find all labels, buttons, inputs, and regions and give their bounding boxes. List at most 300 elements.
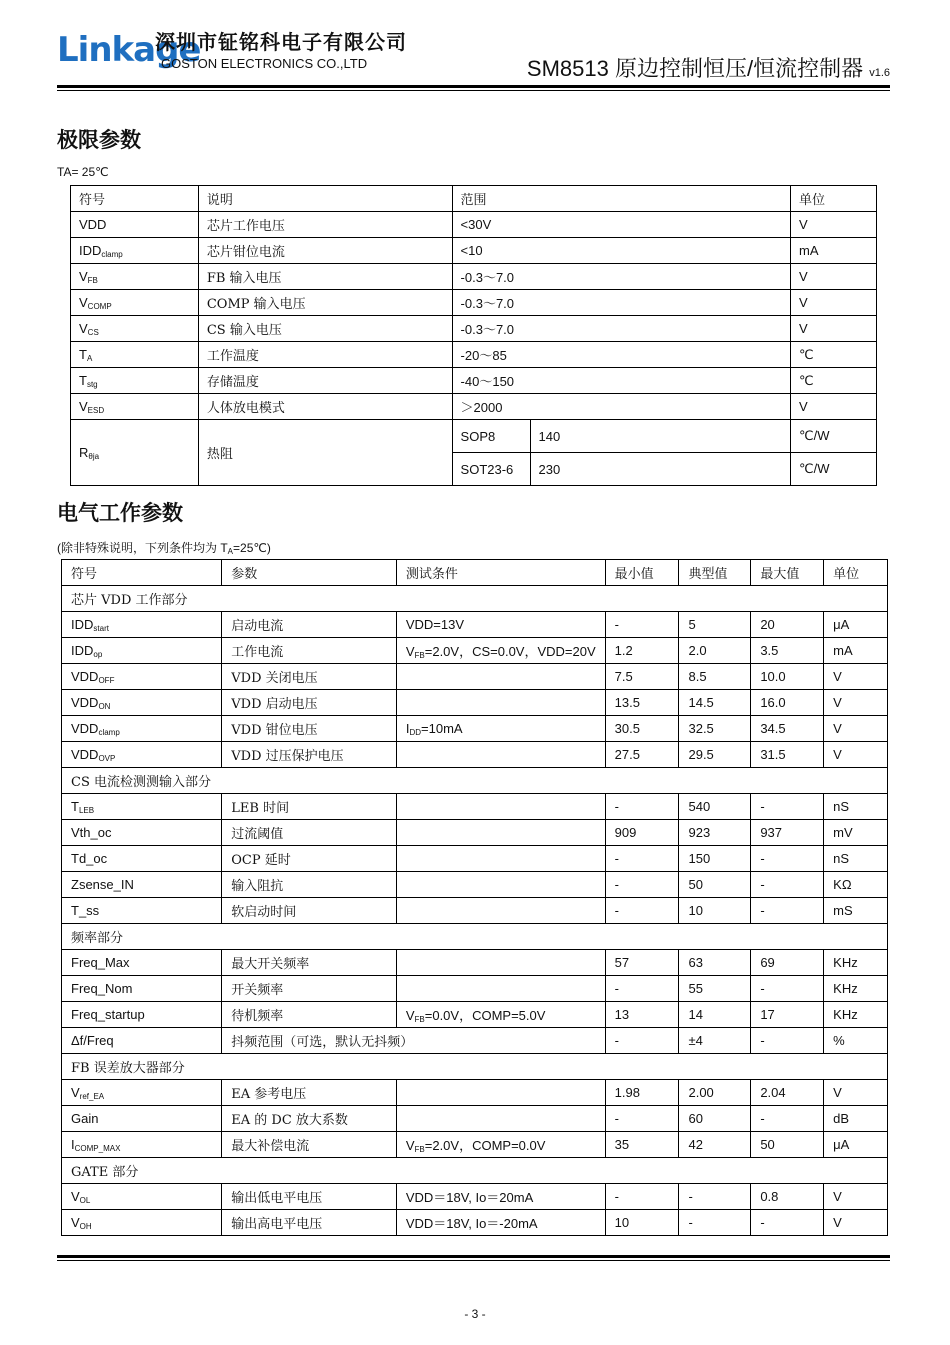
elec-row xyxy=(62,1106,888,1132)
elec-max: 16.0 xyxy=(751,690,824,716)
elec-symbol-main: VDD xyxy=(71,746,99,762)
elec-param: VDD 钳位电压 xyxy=(222,716,397,742)
elec-param: 开关频率 xyxy=(222,976,397,1002)
abs-max-range: 140 xyxy=(530,420,791,453)
elec-unit: V xyxy=(824,1080,888,1106)
elec-typ: 2.0 xyxy=(679,638,751,664)
abs-max-unit: ℃ xyxy=(791,342,877,368)
elec-min: - xyxy=(605,1184,679,1210)
elec-max: 0.8 xyxy=(751,1184,824,1210)
elec-condition xyxy=(396,612,605,638)
elec-typ: 923 xyxy=(679,820,751,846)
elec-condition xyxy=(396,1106,605,1132)
elec-symbol-main: Gain xyxy=(71,1110,99,1126)
elec-section-title: GATE 部分 xyxy=(62,1158,888,1184)
elec-symbol-main: VDD xyxy=(71,720,99,736)
abs-max-unit: V xyxy=(791,394,877,420)
abs-max-row xyxy=(71,290,877,316)
abs-max-symbol-sub: ESD xyxy=(87,405,105,415)
elec-symbol xyxy=(62,794,222,820)
abs-max-symbol-sub: clamp xyxy=(101,249,123,259)
elec-min: - xyxy=(605,1028,679,1054)
elec-section-title: CS 电流检测测输入部分 xyxy=(62,768,888,794)
abs-max-symbol xyxy=(71,368,199,394)
abs-max-table xyxy=(70,185,877,486)
elec-symbol xyxy=(62,638,222,664)
elec-symbol-main: Td_oc xyxy=(71,850,108,866)
elec-symbol xyxy=(62,1132,222,1158)
footer-rule-thick xyxy=(57,1255,890,1258)
elec-symbol-main: Freq_Max xyxy=(71,954,130,970)
abs-max-symbol-sub: FB xyxy=(87,275,98,285)
abs-max-symbol xyxy=(71,212,199,238)
elec-unit: V xyxy=(824,742,888,768)
elec-typ: 14 xyxy=(679,1002,751,1028)
elec-param: VDD 启动电压 xyxy=(222,690,397,716)
elec-param: 启动电流 xyxy=(222,612,397,638)
elec-max: - xyxy=(751,872,824,898)
elec-row xyxy=(62,690,888,716)
elec-min: - xyxy=(605,872,679,898)
elec-row xyxy=(62,1080,888,1106)
elec-condition-main: V xyxy=(405,644,415,659)
elec-condition-post: =0.0V，COMP=5.0V xyxy=(424,1008,546,1023)
elec-max: - xyxy=(751,794,824,820)
elec-symbol-main: Zsense_IN xyxy=(71,876,134,892)
elec-unit: KHz xyxy=(824,1002,888,1028)
elec-condition-pre: (除非特殊说明，下列条件均为 T xyxy=(57,541,228,555)
elec-section-row xyxy=(62,924,888,950)
elec-row xyxy=(62,846,888,872)
abs-max-desc: 芯片工作电压 xyxy=(198,212,452,238)
abs-max-symbol xyxy=(71,316,199,342)
abs-max-unit: V xyxy=(791,290,877,316)
abs-max-package: SOP8 xyxy=(452,420,530,453)
elec-symbol xyxy=(62,1106,222,1132)
elec-row xyxy=(62,872,888,898)
elec-symbol-main: IDD xyxy=(71,616,94,632)
abs-max-range: -40～150 xyxy=(452,368,791,394)
elec-typ: 29.5 xyxy=(679,742,751,768)
elec-condition-main: VDD＝18V, Io＝-20mA xyxy=(405,1216,538,1231)
elec-unit: V xyxy=(824,690,888,716)
elec-min: 10 xyxy=(605,1210,679,1236)
elec-typ: - xyxy=(679,1210,751,1236)
elec-unit: KHz xyxy=(824,950,888,976)
abs-max-range: -0.3～7.0 xyxy=(452,264,791,290)
elec-max: - xyxy=(751,846,824,872)
elec-typ: 10 xyxy=(679,898,751,924)
elec-unit: KHz xyxy=(824,976,888,1002)
elec-condition xyxy=(396,1132,605,1158)
abs-max-range: <30V xyxy=(452,212,791,238)
elec-condition-main: I xyxy=(405,720,410,736)
elec-symbol-main: I xyxy=(71,1136,75,1152)
elec-max: 20 xyxy=(751,612,824,638)
abs-max-symbol-main: R xyxy=(79,444,89,460)
abs-max-range: ＞2000 xyxy=(452,394,791,420)
elec-min: 13.5 xyxy=(605,690,679,716)
elec-condition-post: =2.0V，COMP=0.0V xyxy=(424,1138,546,1153)
elec-symbol-main: Freq_Nom xyxy=(71,980,133,996)
elec-typ: - xyxy=(679,1184,751,1210)
abs-max-symbol-main: V xyxy=(79,320,88,336)
elec-section-row xyxy=(62,586,888,612)
elec-row xyxy=(62,638,888,664)
elec-max: 937 xyxy=(751,820,824,846)
abs-max-symbol-main: V xyxy=(79,398,88,414)
elec-typ: 150 xyxy=(679,846,751,872)
abs-max-header-row xyxy=(71,186,877,212)
elec-min: 57 xyxy=(605,950,679,976)
abs-max-desc: 芯片钳位电流 xyxy=(198,238,452,264)
elec-condition xyxy=(396,820,605,846)
elec-symbol-main: T xyxy=(71,798,79,814)
elec-condition-sub: DD xyxy=(409,727,422,737)
elec-min: - xyxy=(605,976,679,1002)
elec-condition-sub: FB xyxy=(414,651,425,660)
abs-max-symbol-main: V xyxy=(79,268,88,284)
elec-symbol-main: V xyxy=(71,1084,80,1100)
elec-param: 待机频率 xyxy=(222,1002,397,1028)
abs-max-row xyxy=(71,342,877,368)
elec-condition-sub: FB xyxy=(414,1015,425,1024)
elec-unit: nS xyxy=(824,846,888,872)
elec-symbol-main: VDD xyxy=(71,668,99,684)
elec-row xyxy=(62,794,888,820)
elec-row xyxy=(62,664,888,690)
elec-row xyxy=(62,1132,888,1158)
elec-symbol xyxy=(62,950,222,976)
abs-max-title: 极限参数 xyxy=(57,128,141,152)
elec-row xyxy=(62,612,888,638)
abs-max-symbol-sub: A xyxy=(86,353,93,363)
elec-symbol xyxy=(62,1028,222,1054)
abs-max-header-symbol: 符号 xyxy=(71,186,199,212)
elec-symbol xyxy=(62,664,222,690)
elec-condition xyxy=(396,690,605,716)
elec-condition xyxy=(396,664,605,690)
elec-condition xyxy=(396,1002,605,1028)
elec-symbol xyxy=(62,742,222,768)
elec-symbol-sub: COMP_MAX xyxy=(74,1143,121,1153)
elec-symbol xyxy=(62,690,222,716)
abs-max-desc: 工作温度 xyxy=(198,342,452,368)
elec-typ: 50 xyxy=(679,872,751,898)
elec-condition-post: =25℃) xyxy=(233,541,271,555)
elec-header-symbol: 符号 xyxy=(62,560,222,586)
abs-max-symbol xyxy=(71,290,199,316)
elec-param: VDD 关闭电压 xyxy=(222,664,397,690)
abs-max-header-desc: 说明 xyxy=(198,186,452,212)
abs-max-symbol xyxy=(71,420,199,486)
elec-param: EA 的 DC 放大系数 xyxy=(222,1106,397,1132)
elec-typ: 60 xyxy=(679,1106,751,1132)
elec-param: 输出低电平电压 xyxy=(222,1184,397,1210)
elec-typ: 8.5 xyxy=(679,664,751,690)
elec-param: 抖频范围（可选，默认无抖频） xyxy=(222,1028,605,1054)
abs-max-range: -20～85 xyxy=(452,342,791,368)
elec-max: 10.0 xyxy=(751,664,824,690)
elec-header-row xyxy=(62,560,888,586)
elec-header-param: 参数 xyxy=(222,560,397,586)
header-rule-thin xyxy=(57,90,890,91)
elec-max: 3.5 xyxy=(751,638,824,664)
company-name-en: GOSTON ELECTRONICS CO.,LTD xyxy=(161,56,368,71)
abs-max-symbol-sub: θja xyxy=(88,451,100,461)
elec-condition-sub: FB xyxy=(414,1145,425,1154)
elec-symbol xyxy=(62,612,222,638)
elec-symbol xyxy=(62,898,222,924)
elec-header-typ: 典型值 xyxy=(679,560,751,586)
page-header xyxy=(57,24,890,90)
elec-symbol-sub: ON xyxy=(98,701,111,711)
elec-section-row xyxy=(62,1054,888,1080)
elec-condition xyxy=(396,638,605,664)
elec-condition-post: =2.0V，CS=0.0V，VDD=20V xyxy=(424,644,596,659)
abs-max-unit: V xyxy=(791,316,877,342)
abs-max-row xyxy=(71,368,877,394)
elec-max: 17 xyxy=(751,1002,824,1028)
page-number: - 3 - xyxy=(464,1307,486,1321)
elec-symbol xyxy=(62,846,222,872)
elec-condition xyxy=(396,1080,605,1106)
elec-section-title: 频率部分 xyxy=(62,924,888,950)
elec-param: 最大开关频率 xyxy=(222,950,397,976)
elec-row xyxy=(62,1184,888,1210)
elec-symbol-main: V xyxy=(71,1214,80,1230)
elec-max: - xyxy=(751,1028,824,1054)
elec-header-unit: 单位 xyxy=(824,560,888,586)
abs-max-header-unit: 单位 xyxy=(791,186,877,212)
elec-symbol-sub: start xyxy=(93,623,109,633)
elec-unit: KΩ xyxy=(824,872,888,898)
elec-header-max: 最大值 xyxy=(751,560,824,586)
abs-max-symbol-sub: COMP xyxy=(87,301,112,311)
elec-row xyxy=(62,950,888,976)
elec-header-min: 最小值 xyxy=(605,560,679,586)
elec-param: 软启动时间 xyxy=(222,898,397,924)
elec-condition xyxy=(396,742,605,768)
abs-max-row xyxy=(71,238,877,264)
elec-param: EA 参考电压 xyxy=(222,1080,397,1106)
elec-symbol-sub: OH xyxy=(79,1221,92,1231)
header-rule-thick xyxy=(57,85,890,88)
elec-param: OCP 延时 xyxy=(222,846,397,872)
elec-param: LEB 时间 xyxy=(222,794,397,820)
abs-max-desc: CS 输入电压 xyxy=(198,316,452,342)
abs-max-desc: 存储温度 xyxy=(198,368,452,394)
elec-condition xyxy=(396,794,605,820)
elec-condition-main: VDD=13V xyxy=(405,616,465,632)
elec-min: - xyxy=(605,846,679,872)
abs-max-unit: V xyxy=(791,264,877,290)
abs-max-range: <10 xyxy=(452,238,791,264)
elec-condition xyxy=(396,716,605,742)
abs-max-symbol-main: IDD xyxy=(79,242,102,258)
elec-condition xyxy=(396,1184,605,1210)
abs-max-unit: ℃ xyxy=(791,368,877,394)
abs-max-symbol xyxy=(71,264,199,290)
elec-max: 31.5 xyxy=(751,742,824,768)
elec-typ: 55 xyxy=(679,976,751,1002)
abs-max-desc: COMP 输入电压 xyxy=(198,290,452,316)
elec-row xyxy=(62,1028,888,1054)
elec-unit: mV xyxy=(824,820,888,846)
abs-max-unit: ℃/W xyxy=(791,420,877,453)
elec-param: 输入阻抗 xyxy=(222,872,397,898)
elec-symbol xyxy=(62,1184,222,1210)
elec-unit: nS xyxy=(824,794,888,820)
company-name-cn: 深圳市钲铭科电子有限公司 xyxy=(155,32,407,54)
elec-max: - xyxy=(751,976,824,1002)
elec-symbol-sub: clamp xyxy=(98,727,120,737)
elec-unit: V xyxy=(824,716,888,742)
elec-min: 7.5 xyxy=(605,664,679,690)
elec-symbol xyxy=(62,820,222,846)
elec-max: 34.5 xyxy=(751,716,824,742)
elec-unit: μA xyxy=(824,1132,888,1158)
elec-min: 1.98 xyxy=(605,1080,679,1106)
elec-param: 最大补偿电流 xyxy=(222,1132,397,1158)
elec-min: 30.5 xyxy=(605,716,679,742)
elec-condition-sub: A xyxy=(227,547,234,556)
abs-max-symbol-sub: stg xyxy=(86,379,98,389)
elec-symbol-main: T_ss xyxy=(71,902,100,918)
elec-typ: 32.5 xyxy=(679,716,751,742)
elec-condition-main: V xyxy=(405,1008,415,1023)
abs-max-header-range: 范围 xyxy=(452,186,791,212)
elec-condition-main: V xyxy=(405,1138,415,1153)
elec-section-title: FB 误差放大器部分 xyxy=(62,1054,888,1080)
elec-unit: V xyxy=(824,1210,888,1236)
company-logo: Linkage xyxy=(57,30,201,70)
elec-max: - xyxy=(751,1106,824,1132)
elec-unit: % xyxy=(824,1028,888,1054)
footer-rule-thin xyxy=(57,1260,890,1261)
abs-max-range: -0.3～7.0 xyxy=(452,290,791,316)
elec-symbol-sub: ref_EA xyxy=(79,1091,105,1101)
elec-condition-post: =10mA xyxy=(421,720,463,736)
elec-typ: 63 xyxy=(679,950,751,976)
elec-row xyxy=(62,1002,888,1028)
elec-symbol-sub: OVP xyxy=(98,753,116,763)
elec-symbol-sub: LEB xyxy=(78,805,95,815)
elec-min: - xyxy=(605,1106,679,1132)
elec-symbol-main: Vth_oc xyxy=(71,824,112,840)
abs-max-row xyxy=(71,264,877,290)
elec-max: 2.04 xyxy=(751,1080,824,1106)
elec-condition xyxy=(396,976,605,1002)
elec-param: 工作电流 xyxy=(222,638,397,664)
elec-max: 69 xyxy=(751,950,824,976)
abs-max-row xyxy=(71,212,877,238)
abs-max-desc: FB 输入电压 xyxy=(198,264,452,290)
elec-param: 过流阈值 xyxy=(222,820,397,846)
elec-symbol xyxy=(62,976,222,1002)
elec-min: 1.2 xyxy=(605,638,679,664)
abs-max-symbol-sub: CS xyxy=(87,327,99,337)
elec-max: - xyxy=(751,1210,824,1236)
elec-condition xyxy=(396,898,605,924)
elec-param: 输出高电平电压 xyxy=(222,1210,397,1236)
version-label: v1.6 xyxy=(869,67,890,79)
abs-max-symbol-main: VDD xyxy=(79,216,107,232)
elec-unit: V xyxy=(824,1184,888,1210)
elec-condition xyxy=(57,539,271,556)
abs-max-unit: mA xyxy=(791,238,877,264)
elec-symbol-main: VDD xyxy=(71,694,99,710)
abs-max-range: 230 xyxy=(530,453,791,486)
elec-symbol-main: IDD xyxy=(71,642,94,658)
elec-max: - xyxy=(751,898,824,924)
abs-max-symbol-main: T xyxy=(79,372,87,388)
elec-min: 27.5 xyxy=(605,742,679,768)
product-title-text: SM8513 原边控制恒压/恒流控制器 xyxy=(526,56,864,81)
elec-symbol-main: Freq_startup xyxy=(71,1006,145,1022)
elec-row xyxy=(62,1210,888,1236)
elec-max: 50 xyxy=(751,1132,824,1158)
elec-title: 电气工作参数 xyxy=(57,501,183,525)
elec-row xyxy=(62,716,888,742)
abs-max-package: SOT23-6 xyxy=(452,453,530,486)
elec-min: 35 xyxy=(605,1132,679,1158)
elec-min: - xyxy=(605,794,679,820)
abs-max-desc: 热阻 xyxy=(198,420,452,486)
abs-max-symbol-main: V xyxy=(79,294,88,310)
elec-symbol xyxy=(62,716,222,742)
elec-condition xyxy=(396,1210,605,1236)
elec-row xyxy=(62,976,888,1002)
elec-section-row xyxy=(62,768,888,794)
elec-min: 909 xyxy=(605,820,679,846)
elec-section-title: 芯片 VDD 工作部分 xyxy=(62,586,888,612)
product-title xyxy=(527,52,890,83)
elec-header-cond: 测试条件 xyxy=(396,560,605,586)
abs-max-row xyxy=(71,316,877,342)
elec-min: 13 xyxy=(605,1002,679,1028)
elec-condition xyxy=(396,872,605,898)
elec-min: - xyxy=(605,612,679,638)
elec-unit: V xyxy=(824,664,888,690)
elec-typ: ±4 xyxy=(679,1028,751,1054)
abs-max-range: -0.3～7.0 xyxy=(452,316,791,342)
elec-symbol xyxy=(62,1080,222,1106)
elec-typ: 2.00 xyxy=(679,1080,751,1106)
elec-symbol-sub: OL xyxy=(79,1195,91,1205)
elec-condition xyxy=(396,846,605,872)
elec-typ: 5 xyxy=(679,612,751,638)
abs-max-symbol-main: T xyxy=(79,346,87,362)
elec-typ: 14.5 xyxy=(679,690,751,716)
elec-min: - xyxy=(605,898,679,924)
elec-symbol xyxy=(62,1002,222,1028)
elec-symbol xyxy=(62,872,222,898)
elec-symbol xyxy=(62,1210,222,1236)
abs-max-symbol xyxy=(71,342,199,368)
abs-max-unit: V xyxy=(791,212,877,238)
elec-typ: 42 xyxy=(679,1132,751,1158)
elec-condition-main: VDD＝18V, Io＝20mA xyxy=(405,1190,534,1205)
elec-symbol-main: Δf/Freq xyxy=(71,1032,114,1048)
abs-max-condition: TA= 25℃ xyxy=(57,165,109,179)
elec-typ: 540 xyxy=(679,794,751,820)
elec-unit: mS xyxy=(824,898,888,924)
elec-unit: dB xyxy=(824,1106,888,1132)
elec-condition xyxy=(396,950,605,976)
elec-table xyxy=(61,559,888,1236)
elec-row xyxy=(62,898,888,924)
